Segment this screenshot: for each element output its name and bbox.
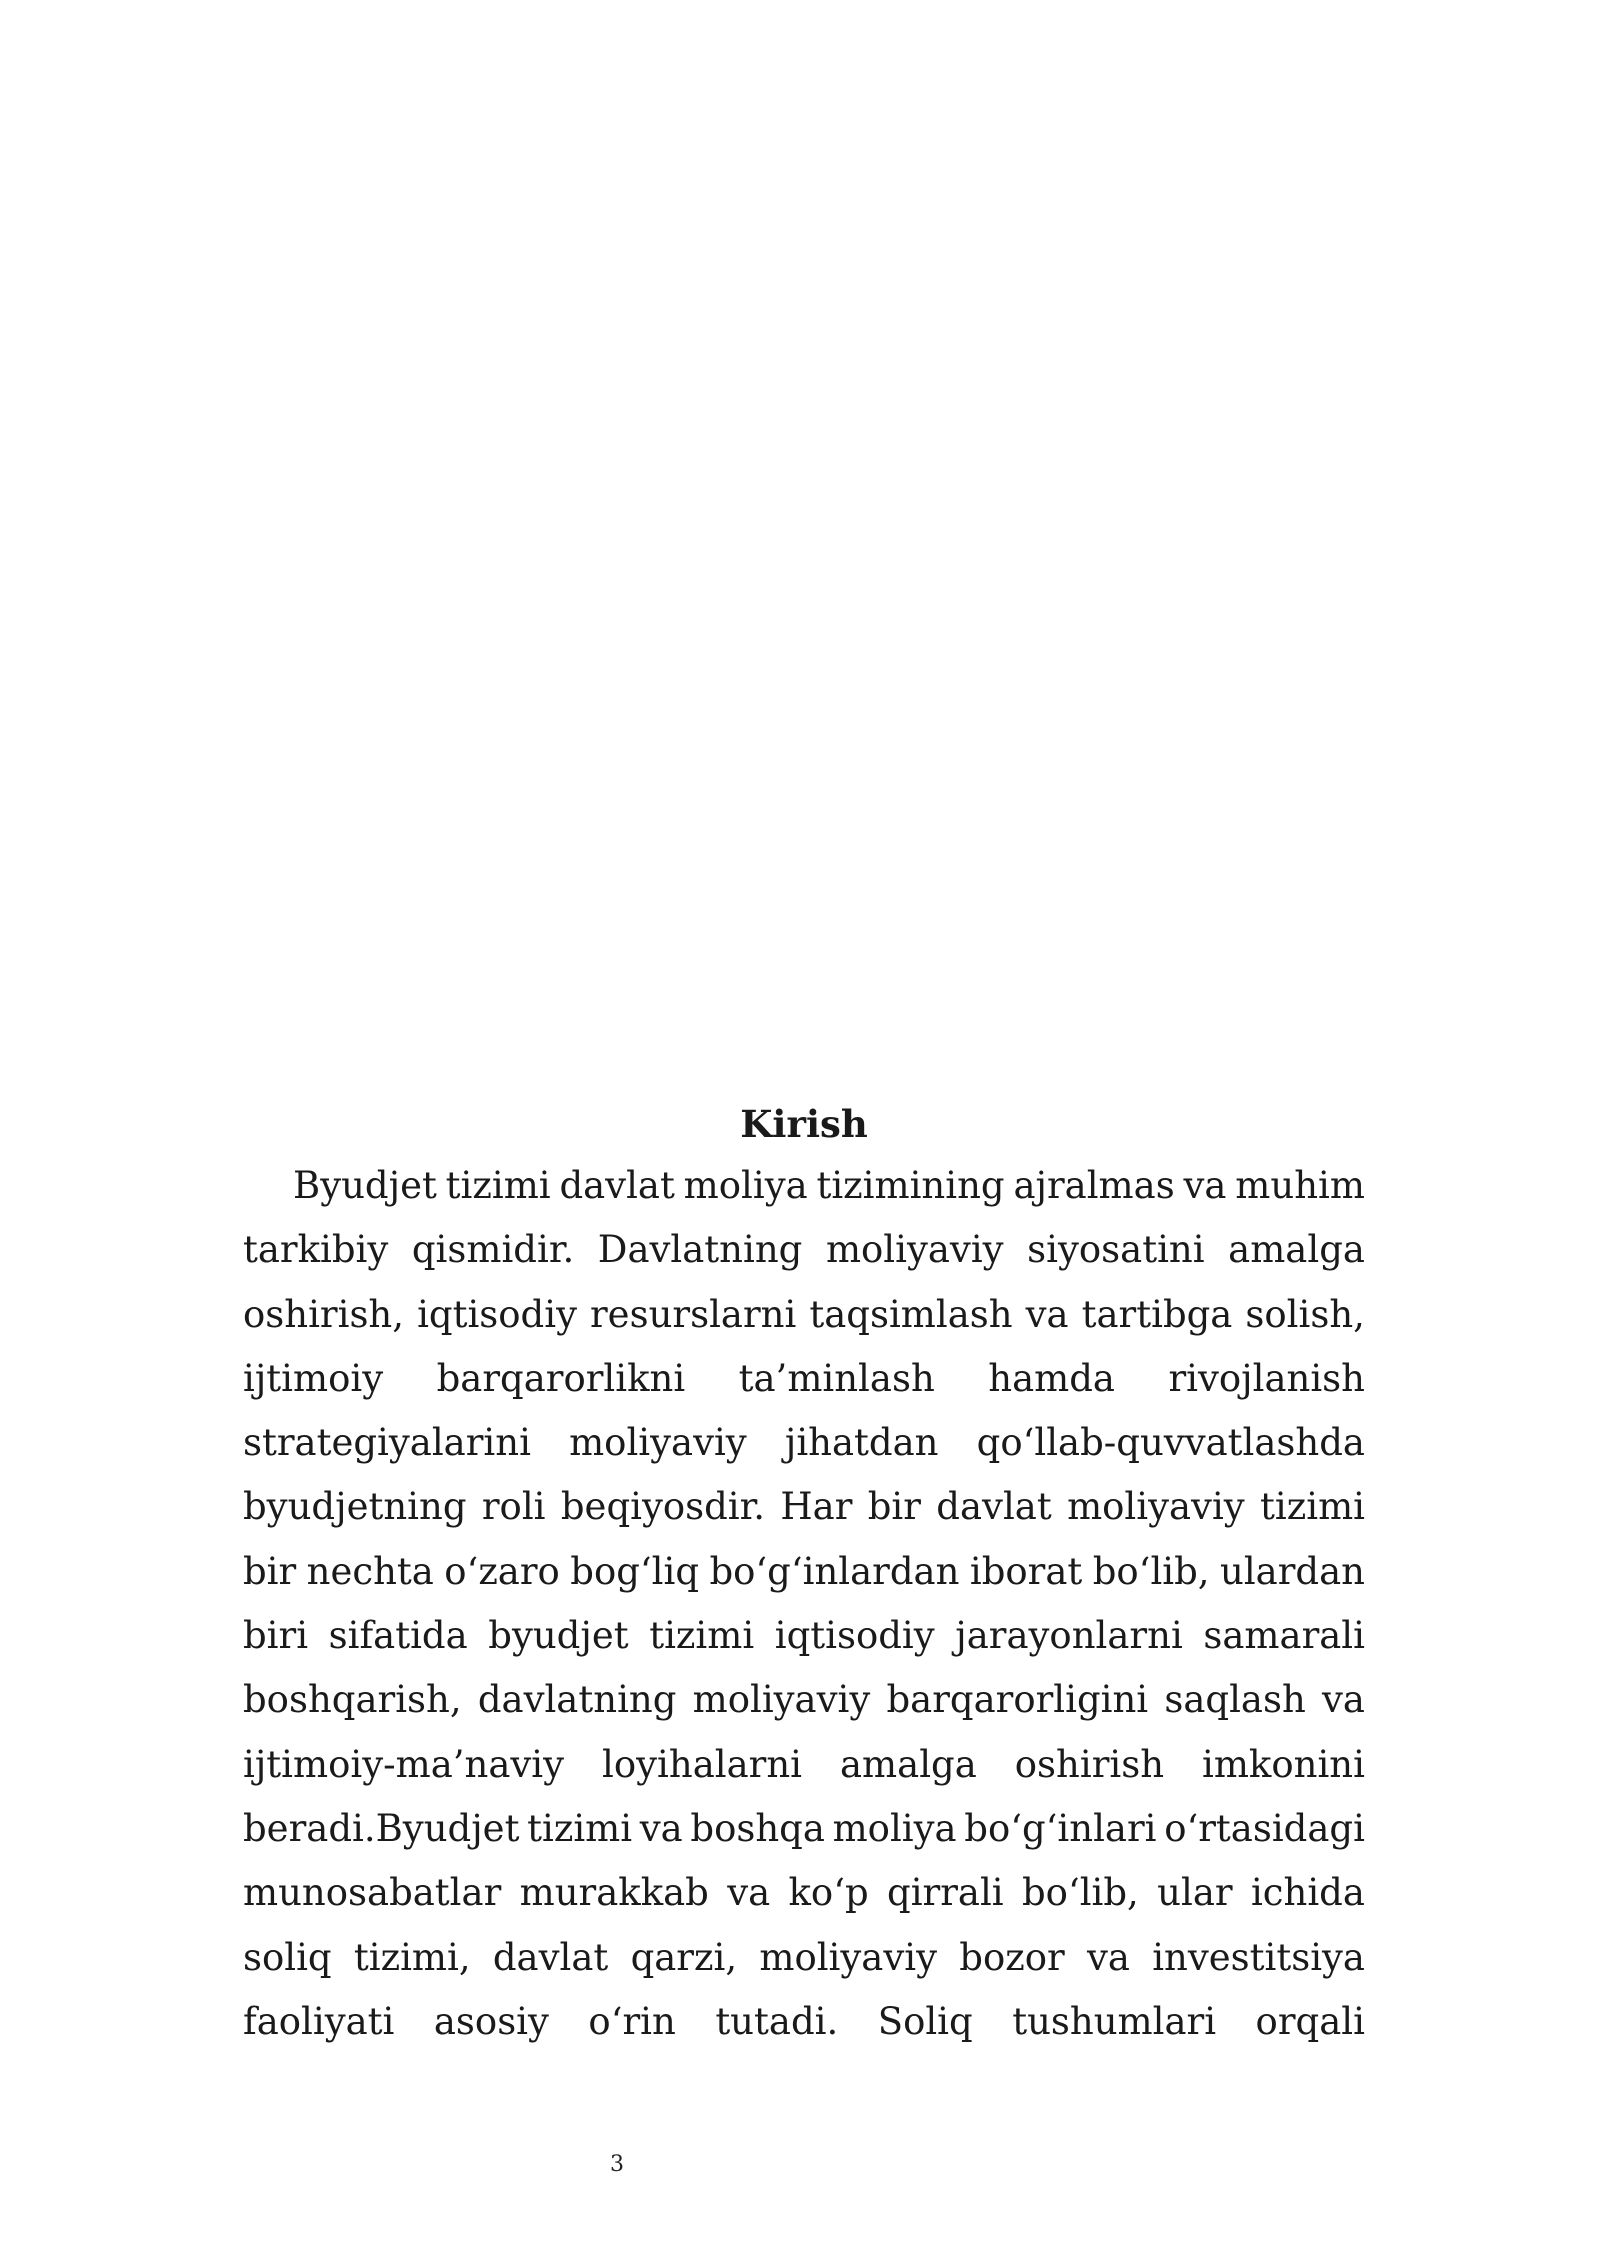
page-content bbox=[243, 1094, 1365, 2054]
paragraph-line: tarkibiy qismidir. Davlatning moliyaviy siyosatini amalga bbox=[243, 1228, 1365, 1272]
paragraph-line: bir nechta o‘zaro bog‘liq bo‘g‘inlardan iborat bo‘lib, ulardan bbox=[243, 1549, 1365, 1593]
paragraph-line: biri sifatida byudjet tizimi iqtisodiy jarayonlarni samarali bbox=[243, 1614, 1365, 1658]
paragraph-line: oshirish, iqtisodiy resurslarni taqsimlash va tartibga solish, bbox=[243, 1292, 1365, 1336]
paragraph-line: beradi.Byudjet tizimi va boshqa moliya bo‘g‘inlari o‘rtasidagi bbox=[243, 1806, 1365, 1850]
body-paragraph bbox=[243, 1154, 1365, 2054]
paragraph-line: ijtimoiy barqarorlikni ta’minlash hamda rivojlanish bbox=[243, 1356, 1365, 1400]
paragraph-line: soliq tizimi, davlat qarzi, moliyaviy bozor va investitsiya bbox=[243, 1935, 1365, 1979]
paragraph-line: boshqarish, davlatning moliyaviy barqarorligini saqlash va bbox=[243, 1678, 1365, 1722]
paragraph-line: strategiyalarini moliyaviy jihatdan qo‘llab-quvvatlashda bbox=[243, 1421, 1365, 1465]
section-heading: Kirish bbox=[740, 1102, 868, 1146]
page-number: 3 bbox=[610, 2152, 624, 2177]
paragraph-line: munosabatlar murakkab va ko‘p qirrali bo‘lib, ular ichida bbox=[243, 1871, 1365, 1915]
paragraph-line: faoliyati asosiy o‘rin tutadi. Soliq tushumlari orqali bbox=[243, 1999, 1365, 2043]
paragraph-line: ijtimoiy-ma’naviy loyihalarni amalga oshirish imkonini bbox=[243, 1742, 1365, 1786]
paragraph-line: byudjetning roli beqiyosdir. Har bir davlat moliyaviy tizimi bbox=[243, 1485, 1365, 1529]
paragraph-line: Byudjet tizimi davlat moliya tizimining ajralmas va muhim bbox=[293, 1164, 1365, 1207]
